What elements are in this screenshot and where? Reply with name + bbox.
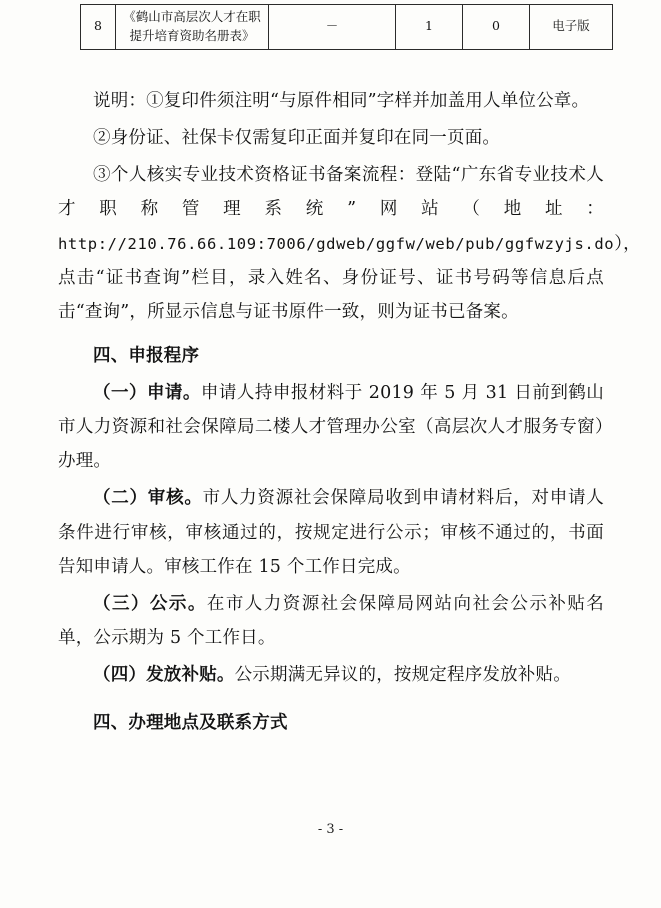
procedure-item-1-text: 申请人持申报材料于 2019 年 5 月 31 日前到鹤山市人力资源和社会保障局二楼人才管理办公室（高层次人才服务专窗）办理。 <box>58 383 604 472</box>
notes-item-1-text: ①复印件须注明“与原件相同”字样并加盖用人单位公章。 <box>146 91 590 111</box>
page-number: - 3 - <box>317 822 344 837</box>
table-cell-copies1: 1 <box>396 5 463 50</box>
notes-item-3-part2: ），点击“证书查询”栏目，录入姓名、身份证号、证书号码等信息后点击“查询”，所显示信息与证书原件一致，则为证书已备案。 <box>58 233 641 322</box>
notes-item-1 <box>58 84 604 118</box>
procedure-item-2 <box>58 481 604 583</box>
procedure-item-1-label: （一）申请。 <box>93 383 201 403</box>
notes-item-3-part1: ③个人核实专业技术资格证书备案流程：登陆“广东省专业技术人才职称管理系统”网站（地址： <box>58 165 604 220</box>
section-heading-location-contact: 四、办理地点及联系方式 <box>93 713 288 734</box>
table-cell-index: 8 <box>81 5 116 50</box>
procedure-item-4 <box>58 658 604 692</box>
section-heading-procedures: 四、申报程序 <box>93 345 200 366</box>
procedure-item-3 <box>58 587 604 655</box>
materials-table-fragment <box>80 4 590 50</box>
notes-item-2: ②身份证、社保卡仅需复印正面并复印在同一页面。 <box>93 128 501 149</box>
procedure-item-2-text: 市人力资源社会保障局收到申请材料后，对申请人条件进行审核，审核通过的，按规定进行公示；审核不通过的，书面告知申请人。审核工作在 15 个工作日完成。 <box>58 488 604 577</box>
procedure-item-2-label: （二）审核。 <box>93 488 203 509</box>
certificate-system-url: http://210.76.66.109:7006/gdweb/ggfw/web/pub/ggfwzyjs.do <box>58 234 615 253</box>
document-body <box>58 84 641 743</box>
procedure-item-3-label: （三）公示。 <box>93 593 207 614</box>
table-row <box>81 5 613 50</box>
procedure-item-4-text: 公示期满无异议的，按规定程序发放补贴。 <box>234 665 571 685</box>
materials-table <box>80 4 613 50</box>
notes-label: 说明： <box>93 91 147 111</box>
notes-item-3 <box>58 158 641 329</box>
table-cell-dash: － <box>269 5 396 50</box>
procedure-item-1 <box>58 376 604 478</box>
table-cell-copies2: 0 <box>463 5 530 50</box>
procedure-item-3-text: 在市人力资源社会保障局网站向社会公示补贴名单，公示期为 5 个工作日。 <box>58 593 604 648</box>
procedure-item-4-label: （四）发放补贴。 <box>93 665 235 685</box>
table-cell-form: 电子版 <box>530 5 613 50</box>
table-cell-name: 《鹤山市高层次人才在职提升培育资助名册表》 <box>116 5 269 50</box>
